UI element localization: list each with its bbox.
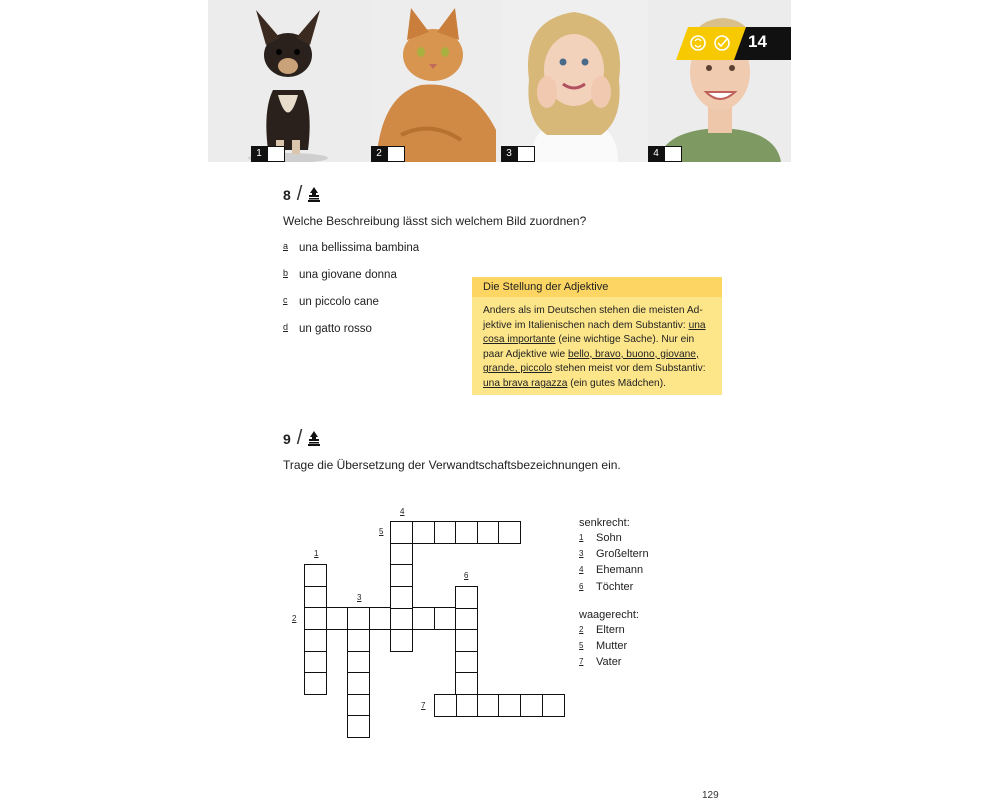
infobox-adjectives: bello, bravo, buono, giovane, grande, piccolo <box>483 348 699 375</box>
infobox-example: una cosa importante <box>483 319 706 346</box>
clue-item <box>579 532 649 548</box>
exercise-8-header <box>283 183 320 206</box>
crossword-cell[interactable] <box>412 521 435 544</box>
crossword-cell[interactable] <box>455 672 478 695</box>
level-pawn-icon <box>308 187 320 203</box>
option-text: un piccolo cane <box>299 296 379 308</box>
photo-number: 4 <box>648 146 664 162</box>
crossword-cell[interactable] <box>542 694 565 717</box>
crossword-cell[interactable] <box>520 694 543 717</box>
photo-number: 3 <box>501 146 517 162</box>
clue-number: 2 <box>579 625 584 634</box>
crossword-cell[interactable] <box>455 651 478 674</box>
crossword-cell[interactable] <box>390 586 413 609</box>
photo-number: 2 <box>371 146 387 162</box>
crossword-cell[interactable] <box>434 694 457 717</box>
exercise-number: 8 <box>283 186 291 203</box>
answer-box[interactable] <box>517 146 535 162</box>
photo-woman <box>648 0 791 162</box>
photo-girl <box>501 0 648 162</box>
option-text: una giovane donna <box>299 269 397 281</box>
crossword-number-1: 1 <box>314 549 319 558</box>
crossword-cell[interactable] <box>412 607 435 630</box>
photo-number: 1 <box>251 146 267 162</box>
clues-down-heading: senkrecht: <box>579 517 630 529</box>
option-c <box>283 295 379 308</box>
crossword-number-5: 5 <box>379 527 384 536</box>
clue-text: Sohn <box>596 532 622 544</box>
crossword-cell[interactable] <box>455 694 478 717</box>
crossword-cell[interactable] <box>455 521 478 544</box>
photo-number-box <box>251 146 285 162</box>
crossword-number-3: 3 <box>357 593 362 602</box>
infobox-text: (eine wichtige Sache). Nur ein paar Adjektive wie <box>483 334 695 360</box>
crossword-cell[interactable] <box>304 586 327 609</box>
infobox-text: Anders als im Deutschen stehen die meisten Ad-jektive im Italienischen nach dem Substantiv: <box>483 305 703 331</box>
option-letter: a <box>283 241 289 251</box>
clue-number: 3 <box>579 549 584 559</box>
crossword-cell[interactable] <box>434 521 457 544</box>
exercise-9-header <box>283 427 320 450</box>
crossword-cell[interactable] <box>434 607 457 630</box>
answer-box[interactable] <box>664 146 682 162</box>
crossword-number-4: 4 <box>400 507 405 516</box>
clues-down <box>579 517 649 597</box>
exercise-8-instruction: Welche Beschreibung lässt sich welchem Bild zuordnen? <box>283 214 587 228</box>
crossword-cell[interactable] <box>347 694 370 717</box>
crossword-cell[interactable] <box>390 629 413 652</box>
crossword-cell[interactable] <box>304 629 327 652</box>
clue-item <box>579 640 639 656</box>
clue-item <box>579 581 649 597</box>
crossword-cell[interactable] <box>498 521 521 544</box>
photo-cat <box>371 0 501 162</box>
photo-number-box <box>371 146 405 162</box>
answer-box[interactable] <box>387 146 405 162</box>
infobox-body <box>472 297 722 392</box>
crossword-cell[interactable] <box>326 607 349 630</box>
crossword-cell[interactable] <box>304 564 327 587</box>
woman-image <box>648 0 791 162</box>
unit-badge <box>676 27 791 60</box>
clue-text: Vater <box>596 656 622 669</box>
crossword-cell[interactable] <box>390 521 413 544</box>
infobox-text: stehen meist vor dem Substantiv: <box>552 363 706 375</box>
slash: / <box>296 427 303 449</box>
crossword-cell[interactable] <box>347 651 370 674</box>
crossword-cell[interactable] <box>347 607 370 630</box>
grammar-infobox <box>472 277 722 395</box>
crossword-cell[interactable] <box>477 521 500 544</box>
crossword-cell[interactable] <box>369 607 392 630</box>
option-text: una bellissima bambina <box>299 242 420 254</box>
girl-image <box>501 0 648 162</box>
infobox-example: una brava ragazza <box>483 377 568 389</box>
clue-number: 6 <box>579 581 584 591</box>
crossword-cell[interactable] <box>390 543 413 566</box>
dog-image <box>208 0 371 162</box>
crossword-number-6: 6 <box>464 571 469 580</box>
photo-number-box <box>501 146 535 162</box>
crossword-cell[interactable] <box>455 607 478 630</box>
clue-number: 1 <box>579 533 584 542</box>
clue-number: 4 <box>579 565 584 575</box>
clue-text: Ehemann <box>596 564 644 577</box>
crossword-cell[interactable] <box>304 607 327 630</box>
crossword-cell[interactable] <box>455 586 478 609</box>
clue-text: Eltern <box>596 624 625 636</box>
page-number: 129 <box>702 790 719 801</box>
clues-across <box>579 609 639 673</box>
infobox-title: Die Stellung der Adjektive <box>472 277 722 297</box>
cat-image <box>371 0 501 162</box>
clue-item <box>579 624 639 640</box>
option-a <box>283 241 419 254</box>
option-letter: d <box>283 322 289 332</box>
clue-text: Großeltern <box>596 548 649 561</box>
option-d <box>283 322 372 335</box>
crossword-cell[interactable] <box>455 629 478 652</box>
level-pawn-icon <box>308 431 320 447</box>
clue-item <box>579 656 639 672</box>
crossword-cell[interactable] <box>477 694 500 717</box>
option-letter: b <box>283 268 289 278</box>
option-b <box>283 268 397 281</box>
crossword-cell[interactable] <box>304 672 327 695</box>
photo-number-box <box>648 146 682 162</box>
crossword-cell[interactable] <box>347 629 370 652</box>
clue-item <box>579 548 649 564</box>
clue-number: 7 <box>579 657 584 667</box>
crossword-cell[interactable] <box>304 651 327 674</box>
crossword-cell[interactable] <box>347 715 370 738</box>
slash: / <box>296 183 303 205</box>
exercise-9-instruction: Trage die Übersetzung der Verwandtschaftsbezeichnungen ein. <box>283 458 621 472</box>
crossword-cell[interactable] <box>390 564 413 587</box>
answer-box[interactable] <box>267 146 285 162</box>
crossword-cell[interactable] <box>498 694 521 717</box>
infobox-text: (ein gutes Mädchen). <box>567 377 666 389</box>
exercise-number: 9 <box>283 430 291 447</box>
crossword-number-7: 7 <box>421 701 426 710</box>
clue-item <box>579 564 649 580</box>
crossword-number-2: 2 <box>292 614 297 623</box>
clue-text: Töchter <box>596 580 634 593</box>
option-letter: c <box>283 295 288 305</box>
crossword-cell[interactable] <box>390 607 413 630</box>
photo-dog <box>208 0 371 162</box>
clues-across-heading: waagerecht: <box>579 609 639 621</box>
unit-number: 14 <box>748 32 767 51</box>
clue-text: Mutter <box>596 640 628 653</box>
option-text: un gatto rosso <box>299 323 372 335</box>
crossword-cell[interactable] <box>347 672 370 695</box>
clue-number: 5 <box>579 641 584 651</box>
